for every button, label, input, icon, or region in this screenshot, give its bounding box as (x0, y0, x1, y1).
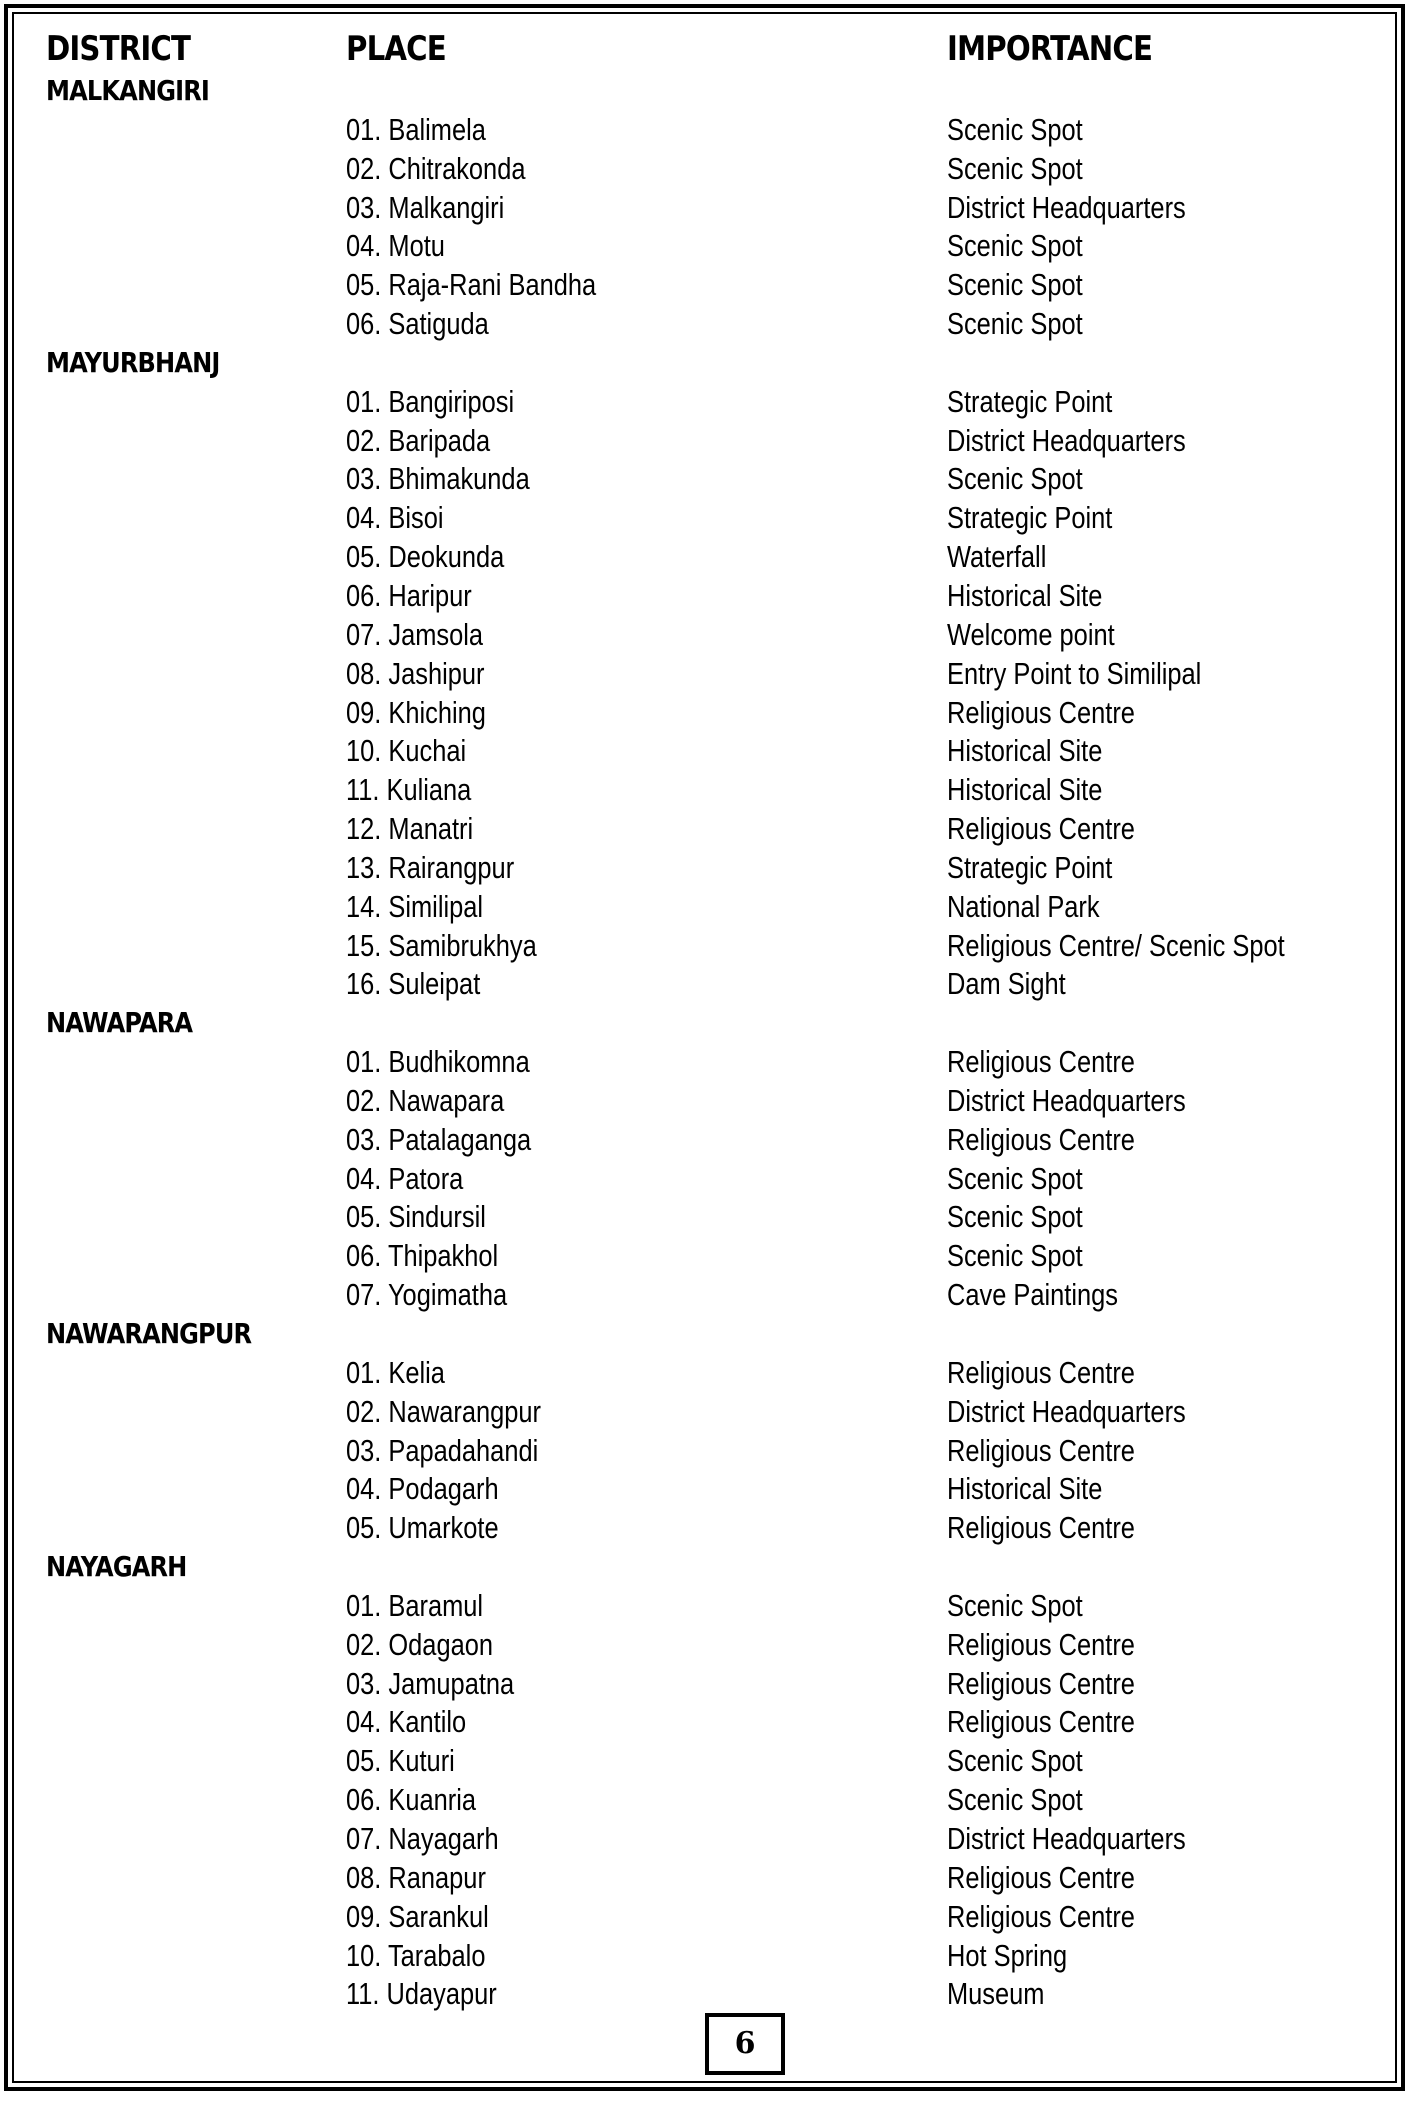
place-name: 05. Sindursil (346, 1199, 486, 1235)
place-name: 16. Suleipat (346, 966, 481, 1002)
place-importance: Scenic Spot (947, 1743, 1083, 1779)
place-row (0, 1626, 1417, 1665)
place-importance: Religious Centre (947, 1704, 1135, 1740)
place-importance: Entry Point to Similipal (947, 655, 1202, 691)
place-name: 06. Haripur (346, 577, 472, 613)
place-name: 02. Baripada (346, 422, 491, 458)
district-row (0, 1315, 1417, 1354)
place-row (0, 1898, 1417, 1937)
place-importance: Strategic Point (947, 383, 1113, 419)
place-importance: Hot Spring (947, 1937, 1068, 1973)
place-row (0, 1509, 1417, 1548)
place-name: 06. Kuanria (346, 1782, 477, 1818)
place-row (0, 1160, 1417, 1199)
column-header-district: DISTRICT (46, 29, 191, 69)
place-name: 03. Malkangiri (346, 189, 505, 225)
place-row (0, 383, 1417, 422)
place-name: 06. Satiguda (346, 306, 489, 342)
place-name: 02. Nawapara (346, 1082, 505, 1118)
place-row (0, 1082, 1417, 1121)
place-importance: Scenic Spot (947, 306, 1083, 342)
place-importance: Religious Centre (947, 1044, 1135, 1080)
place-name: 02. Nawarangpur (346, 1393, 542, 1429)
place-name: 03. Patalaganga (346, 1121, 532, 1157)
place-importance: Scenic Spot (947, 1160, 1083, 1196)
place-name: 07. Jamsola (346, 616, 484, 652)
place-importance: District Headquarters (947, 1082, 1186, 1118)
place-importance: Religious Centre (947, 1665, 1135, 1701)
place-name: 11. Kuliana (346, 772, 472, 808)
column-header-importance: IMPORTANCE (947, 29, 1153, 69)
place-row (0, 1587, 1417, 1626)
place-name: 09. Sarankul (346, 1898, 489, 1934)
column-header-place: PLACE (346, 29, 446, 69)
place-row (0, 732, 1417, 771)
place-importance: District Headquarters (947, 189, 1186, 225)
place-name: 02. Chitrakonda (346, 150, 526, 186)
place-row (0, 1820, 1417, 1859)
place-importance: Cave Paintings (947, 1277, 1118, 1313)
place-row (0, 965, 1417, 1004)
place-name: 04. Patora (346, 1160, 464, 1196)
place-row (0, 266, 1417, 305)
place-row (0, 694, 1417, 733)
place-name: 01. Balimela (346, 111, 486, 147)
place-row (0, 655, 1417, 694)
place-importance: Dam Sight (947, 966, 1066, 1002)
place-importance: Religious Centre (947, 811, 1135, 847)
district-row (0, 1004, 1417, 1043)
place-name: 08. Jashipur (346, 655, 485, 691)
district-name: NAWARANGPUR (46, 1317, 252, 1350)
page-number: 6 (705, 2013, 785, 2075)
place-name: 04. Podagarh (346, 1471, 499, 1507)
place-importance: Strategic Point (947, 500, 1113, 536)
place-importance: Scenic Spot (947, 1587, 1083, 1623)
district-row (0, 344, 1417, 383)
place-importance: Historical Site (947, 577, 1103, 613)
place-importance: Welcome point (947, 616, 1115, 652)
place-row (0, 1703, 1417, 1742)
place-row (0, 422, 1417, 461)
place-name: 01. Budhikomna (346, 1044, 530, 1080)
place-name: 07. Nayagarh (346, 1820, 499, 1856)
place-importance: District Headquarters (947, 1820, 1186, 1856)
place-importance: Religious Centre/ Scenic Spot (947, 927, 1285, 963)
district-name: MALKANGIRI (46, 74, 210, 107)
place-importance: National Park (947, 888, 1100, 924)
place-row (0, 1432, 1417, 1471)
district-row (0, 72, 1417, 111)
place-importance: Religious Centre (947, 1859, 1135, 1895)
place-importance: Religious Centre (947, 1898, 1135, 1934)
place-importance: District Headquarters (947, 422, 1186, 458)
place-row (0, 1043, 1417, 1082)
place-importance: Scenic Spot (947, 1782, 1083, 1818)
place-name: 01. Kelia (346, 1354, 445, 1390)
district-name: NAWAPARA (46, 1006, 193, 1040)
place-row (0, 1198, 1417, 1237)
place-name: 01. Bangiriposi (346, 383, 515, 419)
place-row (0, 1742, 1417, 1781)
place-row (0, 460, 1417, 499)
place-importance: Religious Centre (947, 1354, 1135, 1390)
place-row (0, 1276, 1417, 1315)
place-name: 04. Kantilo (346, 1704, 467, 1740)
place-name: 01. Baramul (346, 1587, 484, 1623)
place-row (0, 1393, 1417, 1432)
place-name: 14. Similipal (346, 888, 484, 924)
place-importance: Scenic Spot (947, 267, 1083, 303)
place-importance: Historical Site (947, 772, 1103, 808)
place-name: 13. Rairangpur (346, 849, 515, 885)
place-importance: Scenic Spot (947, 1199, 1083, 1235)
place-row (0, 1354, 1417, 1393)
place-row (0, 1975, 1417, 2014)
place-row (0, 150, 1417, 189)
place-importance: Religious Centre (947, 1432, 1135, 1468)
place-row (0, 1121, 1417, 1160)
place-row (0, 189, 1417, 228)
place-name: 05. Deokunda (346, 539, 505, 575)
place-row (0, 538, 1417, 577)
place-name: 02. Odagaon (346, 1626, 493, 1662)
place-row (0, 111, 1417, 150)
place-row (0, 616, 1417, 655)
place-row (0, 810, 1417, 849)
place-name: 08. Ranapur (346, 1859, 486, 1895)
place-name: 05. Umarkote (346, 1510, 499, 1546)
place-importance: Religious Centre (947, 1626, 1135, 1662)
place-name: 03. Papadahandi (346, 1432, 539, 1468)
place-row (0, 1665, 1417, 1704)
place-importance: District Headquarters (947, 1393, 1186, 1429)
place-name: 05. Kuturi (346, 1743, 455, 1779)
place-row (0, 1781, 1417, 1820)
place-name: 07. Yogimatha (346, 1277, 508, 1313)
place-row (0, 577, 1417, 616)
place-name: 10. Kuchai (346, 733, 467, 769)
place-name: 05. Raja-Rani Bandha (346, 267, 597, 303)
place-importance: Strategic Point (947, 849, 1113, 885)
district-row (0, 1548, 1417, 1587)
place-importance: Scenic Spot (947, 461, 1083, 497)
district-name: MAYURBHANJ (46, 345, 220, 379)
place-importance: Religious Centre (947, 1510, 1135, 1546)
place-importance: Waterfall (947, 539, 1047, 575)
place-name: 04. Motu (346, 228, 445, 264)
place-name: 15. Samibrukhya (346, 927, 537, 963)
place-importance: Scenic Spot (947, 150, 1083, 186)
place-name: 03. Jamupatna (346, 1665, 515, 1701)
district-name: NAYAGARH (46, 1550, 187, 1584)
place-name: 12. Manatri (346, 811, 474, 847)
place-row (0, 1237, 1417, 1276)
place-importance: Historical Site (947, 1471, 1103, 1507)
place-row (0, 1859, 1417, 1898)
place-row (0, 1937, 1417, 1976)
place-importance: Scenic Spot (947, 228, 1083, 264)
place-name: 11. Udayapur (346, 1976, 497, 2012)
place-row (0, 305, 1417, 344)
place-importance: Religious Centre (947, 694, 1135, 730)
place-name: 04. Bisoi (346, 500, 444, 536)
place-row (0, 499, 1417, 538)
place-row (0, 1470, 1417, 1509)
place-importance: Scenic Spot (947, 111, 1083, 147)
place-importance: Historical Site (947, 733, 1103, 769)
place-row (0, 927, 1417, 966)
place-row (0, 771, 1417, 810)
place-name: 06. Thipakhol (346, 1238, 499, 1274)
place-importance: Museum (947, 1976, 1045, 2012)
place-name: 10. Tarabalo (346, 1937, 486, 1973)
place-row (0, 227, 1417, 266)
place-row (0, 849, 1417, 888)
district-place-list (0, 72, 1417, 2014)
place-importance: Religious Centre (947, 1121, 1135, 1157)
place-name: 03. Bhimakunda (346, 461, 530, 497)
place-name: 09. Khiching (346, 694, 486, 730)
place-row (0, 888, 1417, 927)
place-importance: Scenic Spot (947, 1238, 1083, 1274)
